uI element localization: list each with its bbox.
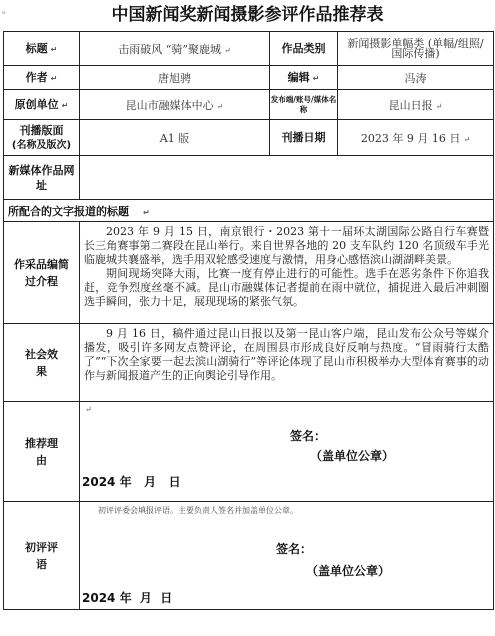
row-unit (4, 90, 494, 120)
review-note: 初评评委会填报评语。主要负责人签名并加盖单位公章。 (98, 506, 298, 515)
intro-para-1: 2023 年 9 月 15 日，南京银行・2023 第十一届环太湖国际公路自行车赛暨长三角赛事第二赛段在昆山举行。来自世界各地的 20 支车队约 120 名顶级车手光临鹿城共襄盛举，选手用双轮感受速度与激情，用身心感悟滨山湖湖畔美景。 (84, 225, 489, 266)
review-stamp: （盖单位公章） (306, 564, 391, 578)
row-related (4, 200, 494, 222)
para-mark: ↵ (50, 73, 58, 83)
review-area[interactable] (80, 502, 494, 610)
para-mark: ↵ (312, 73, 320, 83)
row-url (4, 156, 494, 200)
para-mark: ↵ (143, 207, 150, 217)
related-title[interactable]: 所配合的文字报道的标题 ↵ (4, 200, 494, 222)
para-mark: ↵ (224, 45, 231, 55)
row-page (4, 120, 494, 156)
review-date: 2024 年 月 日 (82, 591, 173, 605)
label-page: 刊播版面 (名称及版次) (4, 120, 80, 156)
title-mark: 。 (2, 6, 12, 16)
effect-text[interactable] (80, 324, 494, 402)
label-unit: 原创单位 ↵ (4, 90, 80, 120)
recommend-sign: 签名： (290, 429, 327, 443)
row-review (4, 502, 494, 610)
para-mark: ↵ (216, 101, 224, 111)
label-intro: 作采品编简过介程 (4, 222, 80, 324)
label-date: 刊播日期 (270, 120, 338, 156)
category-value[interactable]: 新闻摄影单幅类 (单幅/组照/国际传播) (338, 32, 494, 66)
recommend-area[interactable] (80, 402, 494, 502)
editor-value[interactable]: 冯涛 (338, 66, 494, 90)
effect-para-1: 9 月 16 日，稿件通过昆山日报以及第一昆山客户端，昆山发布公众号等媒介播发，吸引许多网友点赞评论，在周围县市形成良好反响与热度。“冒雨骑行太酷了”“下次全家要一起去滨山湖骑行”等评论体现了昆山市积极举办大型体育赛事的动作与新闻报道产生的正向舆论引导作用。 (84, 327, 489, 382)
para-mark: ↵ (85, 405, 92, 414)
author-value[interactable]: 唐旭骋 (80, 66, 270, 90)
row-recommend (4, 402, 494, 502)
page-title: 中国新闻奖新闻摄影参评作品推荐表 (111, 5, 384, 25)
recommend-stamp: （盖单位公章） (310, 449, 395, 463)
row-effect (4, 324, 494, 402)
label-effect: 社会效果 (4, 324, 80, 402)
url-value[interactable] (80, 156, 494, 200)
label-recommend: 推荐理由 (4, 402, 80, 502)
label-author: 作者 ↵ (4, 66, 80, 90)
para-mark: ↵ (463, 134, 471, 144)
row-intro (4, 222, 494, 324)
intro-para-2: 期间现场突降大雨，比赛一度有停止进行的可能性。选手在恶劣条件下你追我赶，竞争烈度丝毫不减。昆山市融媒体记者提前在雨中就位，捕捉进入最后冲刺圈选手瞬间，张力十足，展现现场的紧张气氛。 (84, 267, 489, 308)
label-url: 新媒体作品网址 (4, 156, 80, 200)
media-value[interactable]: 昆山日报 ↵ (338, 90, 494, 120)
label-editor: 编辑 ↵ (270, 66, 338, 90)
row-title (4, 32, 494, 66)
label-category: 作品类别 (270, 32, 338, 66)
label-title: 标题 ↵ (4, 32, 80, 66)
page-value[interactable]: A1 版 (80, 120, 270, 156)
date-value[interactable]: 2023 年 9 月 16 日 ↵ (338, 120, 494, 156)
review-sign: 签名： (276, 542, 313, 556)
para-mark: ↵ (435, 101, 443, 111)
unit-value[interactable]: 昆山市融媒体中心 ↵ (80, 90, 270, 120)
label-review: 初评评语 (4, 502, 80, 610)
row-author (4, 66, 494, 90)
para-mark: ↵ (61, 100, 69, 110)
title-value[interactable]: 击雨破风 “骑”聚鹿城 ↵ (80, 32, 270, 66)
recommendation-form (3, 31, 494, 610)
label-media: 发布端/账号/媒体名称 (270, 90, 338, 120)
intro-text[interactable] (80, 222, 494, 324)
para-mark: ↵ (50, 44, 58, 54)
recommend-date: 2024 年 月 日 (82, 475, 181, 489)
